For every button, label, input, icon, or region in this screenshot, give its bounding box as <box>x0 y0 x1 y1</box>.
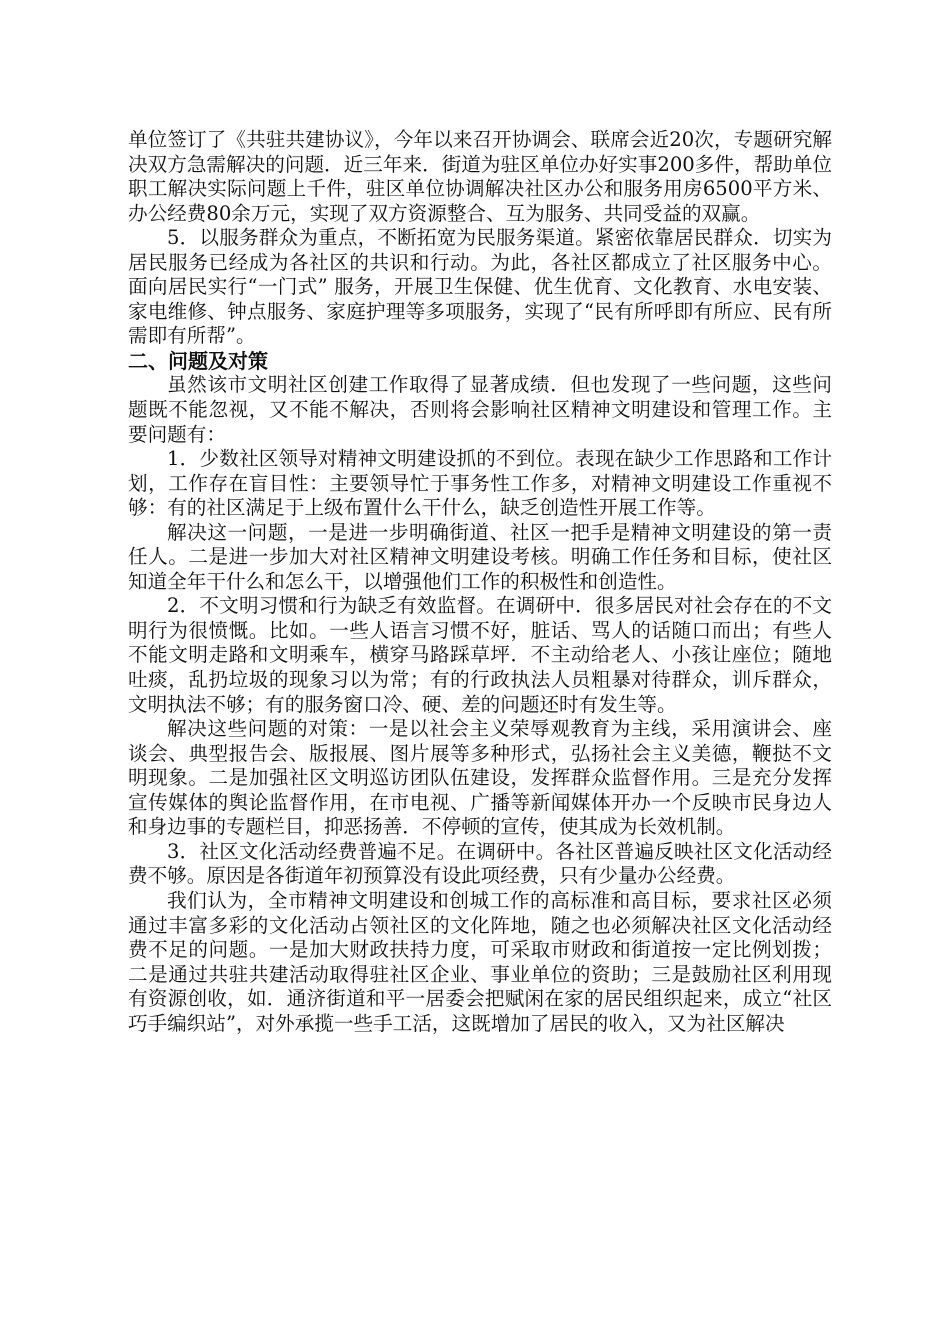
paragraph-6: 2．不文明习惯和行为缺乏有效监督。在调研中．很多居民对社会存在的不文明行为很愤慨。比如。一些人语言习惯不好，脏话、骂人的话随口而出；有些人不能文明走路和文明乘车，横穿马路踩草坪．不主动给老人、小孩让座位；随地吐痰，乱扔垃圾的现象习以为常；有的行政执法人员粗暴对待群众，训斥群众，文明执法不够；有的服务窗口冷、硬、差的问题还时有发生等。 <box>128 594 832 716</box>
paragraph-8: 3．社区文化活动经费普遍不足。在调研中。各社区普遍反映社区文化活动经费不够。原因是各街道年初预算没有设此项经费，只有少量办公经费。 <box>128 839 832 888</box>
paragraph-5: 解决这一问题，一是进一步明确街道、社区一把手是精神文明建设的第一责任人。二是进一步加大对社区精神文明建设考核。明确工作任务和目标，使社区知道全年干什么和怎么干，以增强他们工作的积极性和创造性。 <box>128 520 832 593</box>
paragraph-4: 1．少数社区领导对精神文明建设抓的不到位。表现在缺少工作思路和工作计划，工作存在盲目性：主要领导忙于事务性工作多，对精神文明建设工作重视不够：有的社区满足于上级布置什么干什么，缺乏创造性开展工作等。 <box>128 447 832 520</box>
paragraph-3: 虽然该市文明社区创建工作取得了显著成绩．但也发现了一些问题，这些问题既不能忽视，又不能不解决，否则将会影响社区精神文明建设和管理工作。主要问题有： <box>128 373 832 446</box>
paragraph-1: 单位签订了《共驻共建协议》，今年以来召开协调会、联席会近20次，专题研究解决双方急需解决的问题．近三年来．街道为驻区单位办好实事200多件，帮助单位职工解决实际问题上千件，驻区单位协调解决社区办公和服务用房6500平方米、办公经费80余万元，实现了双方资源整合、互为服务、共同受益的双赢。 <box>128 128 832 225</box>
document-body <box>128 128 832 1036</box>
paragraph-7: 解决这些问题的对策：一是以社会主义荣辱观教育为主线，采用演讲会、座谈会、典型报告会、版报展、图片展等多种形式，弘扬社会主义美德，鞭挞不文明现象。二是加强社区文明巡访团队伍建设，发挥群众监督作用。三是充分发挥宣传媒体的舆论监督作用，在市电视、广播等新闻媒体开办一个反映市民身边人和身边事的专题栏目，抑恶扬善．不停顿的宣传，使其成为长效机制。 <box>128 717 832 839</box>
section-heading: 二、问题及对策 <box>128 348 268 373</box>
paragraph-2: 5．以服务群众为重点，不断拓宽为民服务渠道。紧密依靠居民群众．切实为居民服务已经成为各社区的共识和行动。为此，各社区都成立了社区服务中心。面向居民实行“一门式” 服务，开展卫生保健、优生优育、文化教育、水电安装、家电维修、钟点服务、家庭护理等多项服务，实现了“民有所呼即有所应、民有所需即有所帮”。 <box>128 226 832 348</box>
paragraph-9: 我们认为，全市精神文明建设和创城工作的高标准和高目标，要求社区必须通过丰富多彩的文化活动占领社区的文化阵地，随之也必须解决社区文化活动经费不足的问题。一是加大财政扶持力度，可采取市财政和街道按一定比例划拨；二是通过共驻共建活动取得驻社区企业、事业单位的资助；三是鼓励社区利用现有资源创收，如．通济街道和平一居委会把赋闲在家的居民组织起来，成立“社区巧手编织站”，对外承揽一些手工活，这既增加了居民的收入，又为社区解决 <box>128 888 832 1035</box>
